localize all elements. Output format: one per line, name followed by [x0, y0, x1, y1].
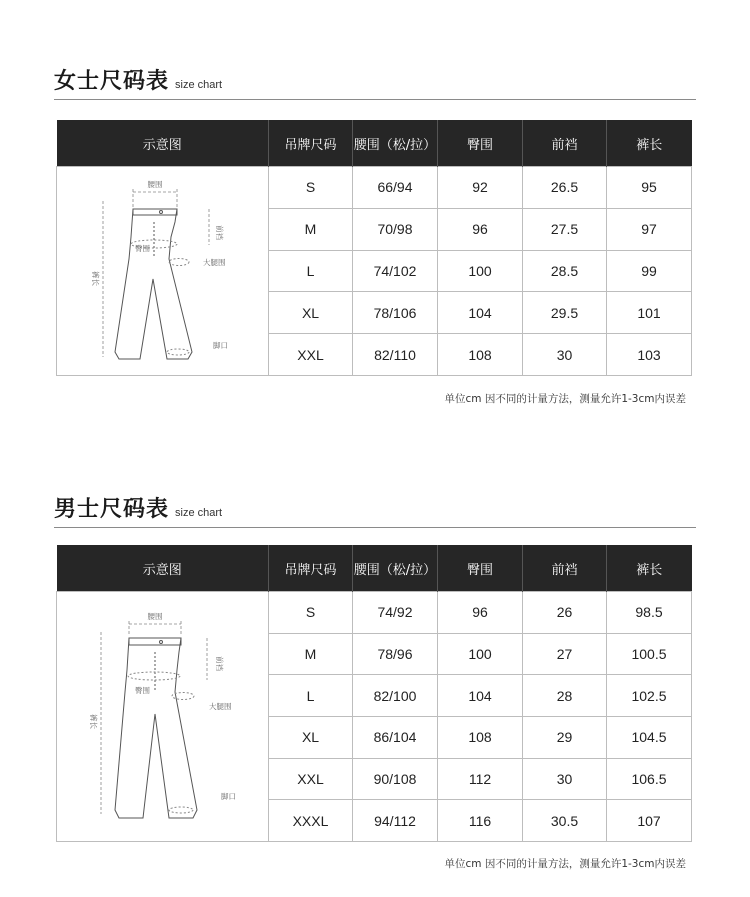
table-row	[57, 167, 692, 209]
waist-cell: 66/94	[353, 167, 438, 209]
pants-diagram-icon	[57, 592, 269, 838]
women-size-table	[56, 120, 692, 376]
header-hip: 臀围	[438, 120, 523, 167]
length-cell: 100.5	[607, 633, 692, 675]
women-pants-diagram-cell	[57, 167, 269, 376]
waist-cell: 90/108	[353, 758, 438, 800]
size-cell: S	[269, 592, 353, 634]
rise-cell: 30	[523, 334, 607, 376]
men-measurement-note: 单位cm 因不同的计量方法，测量允许1-3cm内误差	[444, 858, 686, 870]
women-subtitle: size chart	[175, 79, 223, 91]
size-cell: XXL	[269, 334, 353, 376]
hip-cell: 112	[438, 758, 523, 800]
hem-label: 脚口	[221, 792, 236, 801]
rise-cell: 27.5	[523, 208, 607, 250]
rise-cell: 27	[523, 633, 607, 675]
table-row	[57, 592, 692, 634]
waist-cell: 82/100	[353, 675, 438, 717]
thigh-label: 大腿围	[203, 258, 226, 267]
waist-cell: 86/104	[353, 716, 438, 758]
header-hip: 臀围	[438, 545, 523, 592]
waist-cell: 94/112	[353, 800, 438, 842]
length-cell: 103	[607, 334, 692, 376]
size-cell: M	[269, 633, 353, 675]
length-label: 裤长	[91, 271, 100, 286]
length-label: 裤长	[89, 714, 98, 729]
size-cell: M	[269, 208, 353, 250]
size-cell: XL	[269, 716, 353, 758]
men-title: 男士尺码表	[54, 497, 170, 522]
header-tag-size: 吊牌尺码	[269, 120, 353, 167]
rise-cell: 26	[523, 592, 607, 634]
waist-cell: 78/106	[353, 292, 438, 334]
rise-cell: 29	[523, 716, 607, 758]
waist-cell: 70/98	[353, 208, 438, 250]
size-cell: L	[269, 675, 353, 717]
men-subtitle: size chart	[175, 507, 223, 519]
hip-label: 臀围	[135, 686, 150, 695]
rise-cell: 28.5	[523, 250, 607, 292]
size-cell: XL	[269, 292, 353, 334]
length-cell: 95	[607, 167, 692, 209]
hip-cell: 96	[438, 592, 523, 634]
rise-cell: 29.5	[523, 292, 607, 334]
women-title: 女士尺码表	[54, 69, 170, 94]
rise-label: 前裆	[215, 225, 224, 240]
men-title-row	[54, 492, 222, 523]
waist-cell: 82/110	[353, 334, 438, 376]
men-pants-diagram-cell	[57, 592, 269, 842]
pants-diagram-icon	[57, 167, 269, 372]
header-waist: 腰围（松/拉）	[353, 545, 438, 592]
men-header-row	[57, 545, 692, 592]
hip-cell: 104	[438, 292, 523, 334]
hip-cell: 116	[438, 800, 523, 842]
hip-cell: 104	[438, 675, 523, 717]
women-title-divider	[54, 99, 696, 100]
length-cell: 97	[607, 208, 692, 250]
header-diagram: 示意图	[57, 545, 269, 592]
rise-cell: 30	[523, 758, 607, 800]
hem-label: 脚口	[213, 341, 228, 350]
length-cell: 106.5	[607, 758, 692, 800]
length-cell: 104.5	[607, 716, 692, 758]
length-cell: 102.5	[607, 675, 692, 717]
rise-cell: 30.5	[523, 800, 607, 842]
thigh-label: 大腿围	[209, 702, 232, 711]
header-diagram: 示意图	[57, 120, 269, 167]
header-waist: 腰围（松/拉）	[353, 120, 438, 167]
size-cell: XXL	[269, 758, 353, 800]
length-cell: 98.5	[607, 592, 692, 634]
waist-cell: 78/96	[353, 633, 438, 675]
rise-cell: 26.5	[523, 167, 607, 209]
header-length: 裤长	[607, 120, 692, 167]
women-measurement-note: 单位cm 因不同的计量方法，测量允许1-3cm内误差	[444, 393, 686, 405]
hip-cell: 96	[438, 208, 523, 250]
hip-label: 臀围	[135, 244, 150, 253]
size-cell: S	[269, 167, 353, 209]
hip-cell: 92	[438, 167, 523, 209]
rise-cell: 28	[523, 675, 607, 717]
hip-cell: 100	[438, 633, 523, 675]
header-length: 裤长	[607, 545, 692, 592]
hip-cell: 100	[438, 250, 523, 292]
size-cell: L	[269, 250, 353, 292]
length-cell: 101	[607, 292, 692, 334]
women-title-row	[54, 64, 222, 95]
header-tag-size: 吊牌尺码	[269, 545, 353, 592]
header-rise: 前裆	[523, 120, 607, 167]
length-cell: 107	[607, 800, 692, 842]
waist-cell: 74/92	[353, 592, 438, 634]
header-rise: 前裆	[523, 545, 607, 592]
women-header-row	[57, 120, 692, 167]
hip-cell: 108	[438, 716, 523, 758]
hip-cell: 108	[438, 334, 523, 376]
waist-label: 腰围	[147, 612, 163, 621]
rise-label: 前裆	[215, 656, 224, 671]
length-cell: 99	[607, 250, 692, 292]
waist-cell: 74/102	[353, 250, 438, 292]
men-title-divider	[54, 527, 696, 528]
waist-label: 腰围	[147, 180, 163, 189]
men-size-table	[56, 545, 692, 842]
size-cell: XXXL	[269, 800, 353, 842]
